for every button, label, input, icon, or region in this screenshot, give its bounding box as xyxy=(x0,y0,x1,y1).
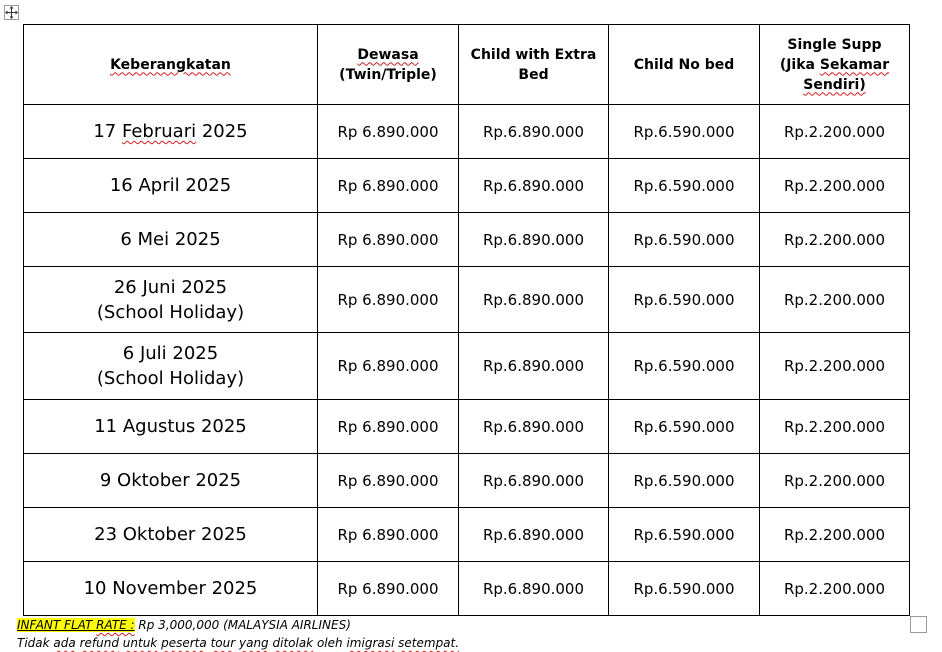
infant-rate-label: INFANT FLAT RATE : xyxy=(17,618,135,632)
single-supp-price: Rp.2.200.000 xyxy=(760,333,910,400)
infant-rate-note xyxy=(17,616,897,634)
single-supp-price: Rp.2.200.000 xyxy=(760,562,910,616)
child-no-bed-price: Rp.6.590.000 xyxy=(609,213,760,267)
table-row xyxy=(24,333,910,400)
adult-price: Rp 6.890.000 xyxy=(318,105,459,159)
table-row xyxy=(24,267,910,333)
header-row xyxy=(24,25,910,105)
departure-date-cell: 9 Oktober 2025 xyxy=(24,454,318,508)
header-adult: Dewasa (Twin/Triple) xyxy=(318,25,459,105)
child-extra-bed-price: Rp.6.890.000 xyxy=(459,562,609,616)
table-resize-handle[interactable] xyxy=(910,616,927,633)
single-supp-price: Rp.2.200.000 xyxy=(760,508,910,562)
departure-date-cell: 17 Februari 2025 xyxy=(24,105,318,159)
header-child-no-bed: Child No bed xyxy=(609,25,760,105)
single-supp-price: Rp.2.200.000 xyxy=(760,454,910,508)
price-table xyxy=(23,24,910,616)
adult-price: Rp 6.890.000 xyxy=(318,333,459,400)
header-single-supp: Single Supp (Jika Sekamar Sendiri) xyxy=(760,25,910,105)
child-extra-bed-price: Rp.6.890.000 xyxy=(459,454,609,508)
table-row xyxy=(24,213,910,267)
table-row xyxy=(24,400,910,454)
child-extra-bed-price: Rp.6.890.000 xyxy=(459,267,609,333)
child-no-bed-price: Rp.6.590.000 xyxy=(609,333,760,400)
single-supp-price: Rp.2.200.000 xyxy=(760,267,910,333)
adult-price: Rp 6.890.000 xyxy=(318,508,459,562)
table-move-handle[interactable] xyxy=(4,5,19,20)
departure-date: 6 Juli 2025 xyxy=(122,343,219,364)
child-extra-bed-price: Rp.6.890.000 xyxy=(459,105,609,159)
single-supp-price: Rp.2.200.000 xyxy=(760,105,910,159)
child-extra-bed-price: Rp.6.890.000 xyxy=(459,508,609,562)
single-supp-price: Rp.2.200.000 xyxy=(760,213,910,267)
departure-date-cell: 16 April 2025 xyxy=(24,159,318,213)
child-no-bed-price: Rp.6.590.000 xyxy=(609,454,760,508)
header-child-extra-bed: Child with Extra Bed xyxy=(459,25,609,105)
child-no-bed-price: Rp.6.590.000 xyxy=(609,562,760,616)
departure-note: (School Holiday) xyxy=(96,301,245,323)
child-no-bed-price: Rp.6.590.000 xyxy=(609,159,760,213)
child-no-bed-price: Rp.6.590.000 xyxy=(609,267,760,333)
table-row xyxy=(24,105,910,159)
child-no-bed-price: Rp.6.590.000 xyxy=(609,105,760,159)
child-extra-bed-price: Rp.6.890.000 xyxy=(459,333,609,400)
adult-price: Rp 6.890.000 xyxy=(318,400,459,454)
child-no-bed-price: Rp.6.590.000 xyxy=(609,508,760,562)
departure-date: 26 Juni 2025 xyxy=(113,276,228,298)
refund-note: Tidak ada refund untuk peserta tour yang ditolak oleh imigrasi setempat. xyxy=(17,636,460,650)
departure-note: (School Holiday) xyxy=(96,368,245,389)
departure-date-cell: 23 Oktober 2025 xyxy=(24,508,318,562)
departure-date-cell: 11 Agustus 2025 xyxy=(24,400,318,454)
single-supp-price: Rp.2.200.000 xyxy=(760,159,910,213)
departure-date-cell xyxy=(24,333,318,400)
notes-section xyxy=(17,616,897,652)
adult-price: Rp 6.890.000 xyxy=(318,454,459,508)
child-no-bed-price: Rp.6.590.000 xyxy=(609,400,760,454)
header-departure: Keberangkatan xyxy=(24,25,318,105)
departure-date-cell xyxy=(24,267,318,333)
adult-price: Rp 6.890.000 xyxy=(318,562,459,616)
single-supp-price: Rp.2.200.000 xyxy=(760,400,910,454)
infant-rate-value: Rp 3,000,000 (MALAYSIA AIRLINES) xyxy=(134,618,351,632)
child-extra-bed-price: Rp.6.890.000 xyxy=(459,159,609,213)
adult-price: Rp 6.890.000 xyxy=(318,213,459,267)
table-row xyxy=(24,159,910,213)
adult-price: Rp 6.890.000 xyxy=(318,267,459,333)
departure-date-cell: 6 Mei 2025 xyxy=(24,213,318,267)
child-extra-bed-price: Rp.6.890.000 xyxy=(459,400,609,454)
child-extra-bed-price: Rp.6.890.000 xyxy=(459,213,609,267)
table-row xyxy=(24,454,910,508)
table-row xyxy=(24,508,910,562)
departure-date-cell: 10 November 2025 xyxy=(24,562,318,616)
table-row xyxy=(24,562,910,616)
move-arrows-icon xyxy=(5,6,18,19)
adult-price: Rp 6.890.000 xyxy=(318,159,459,213)
